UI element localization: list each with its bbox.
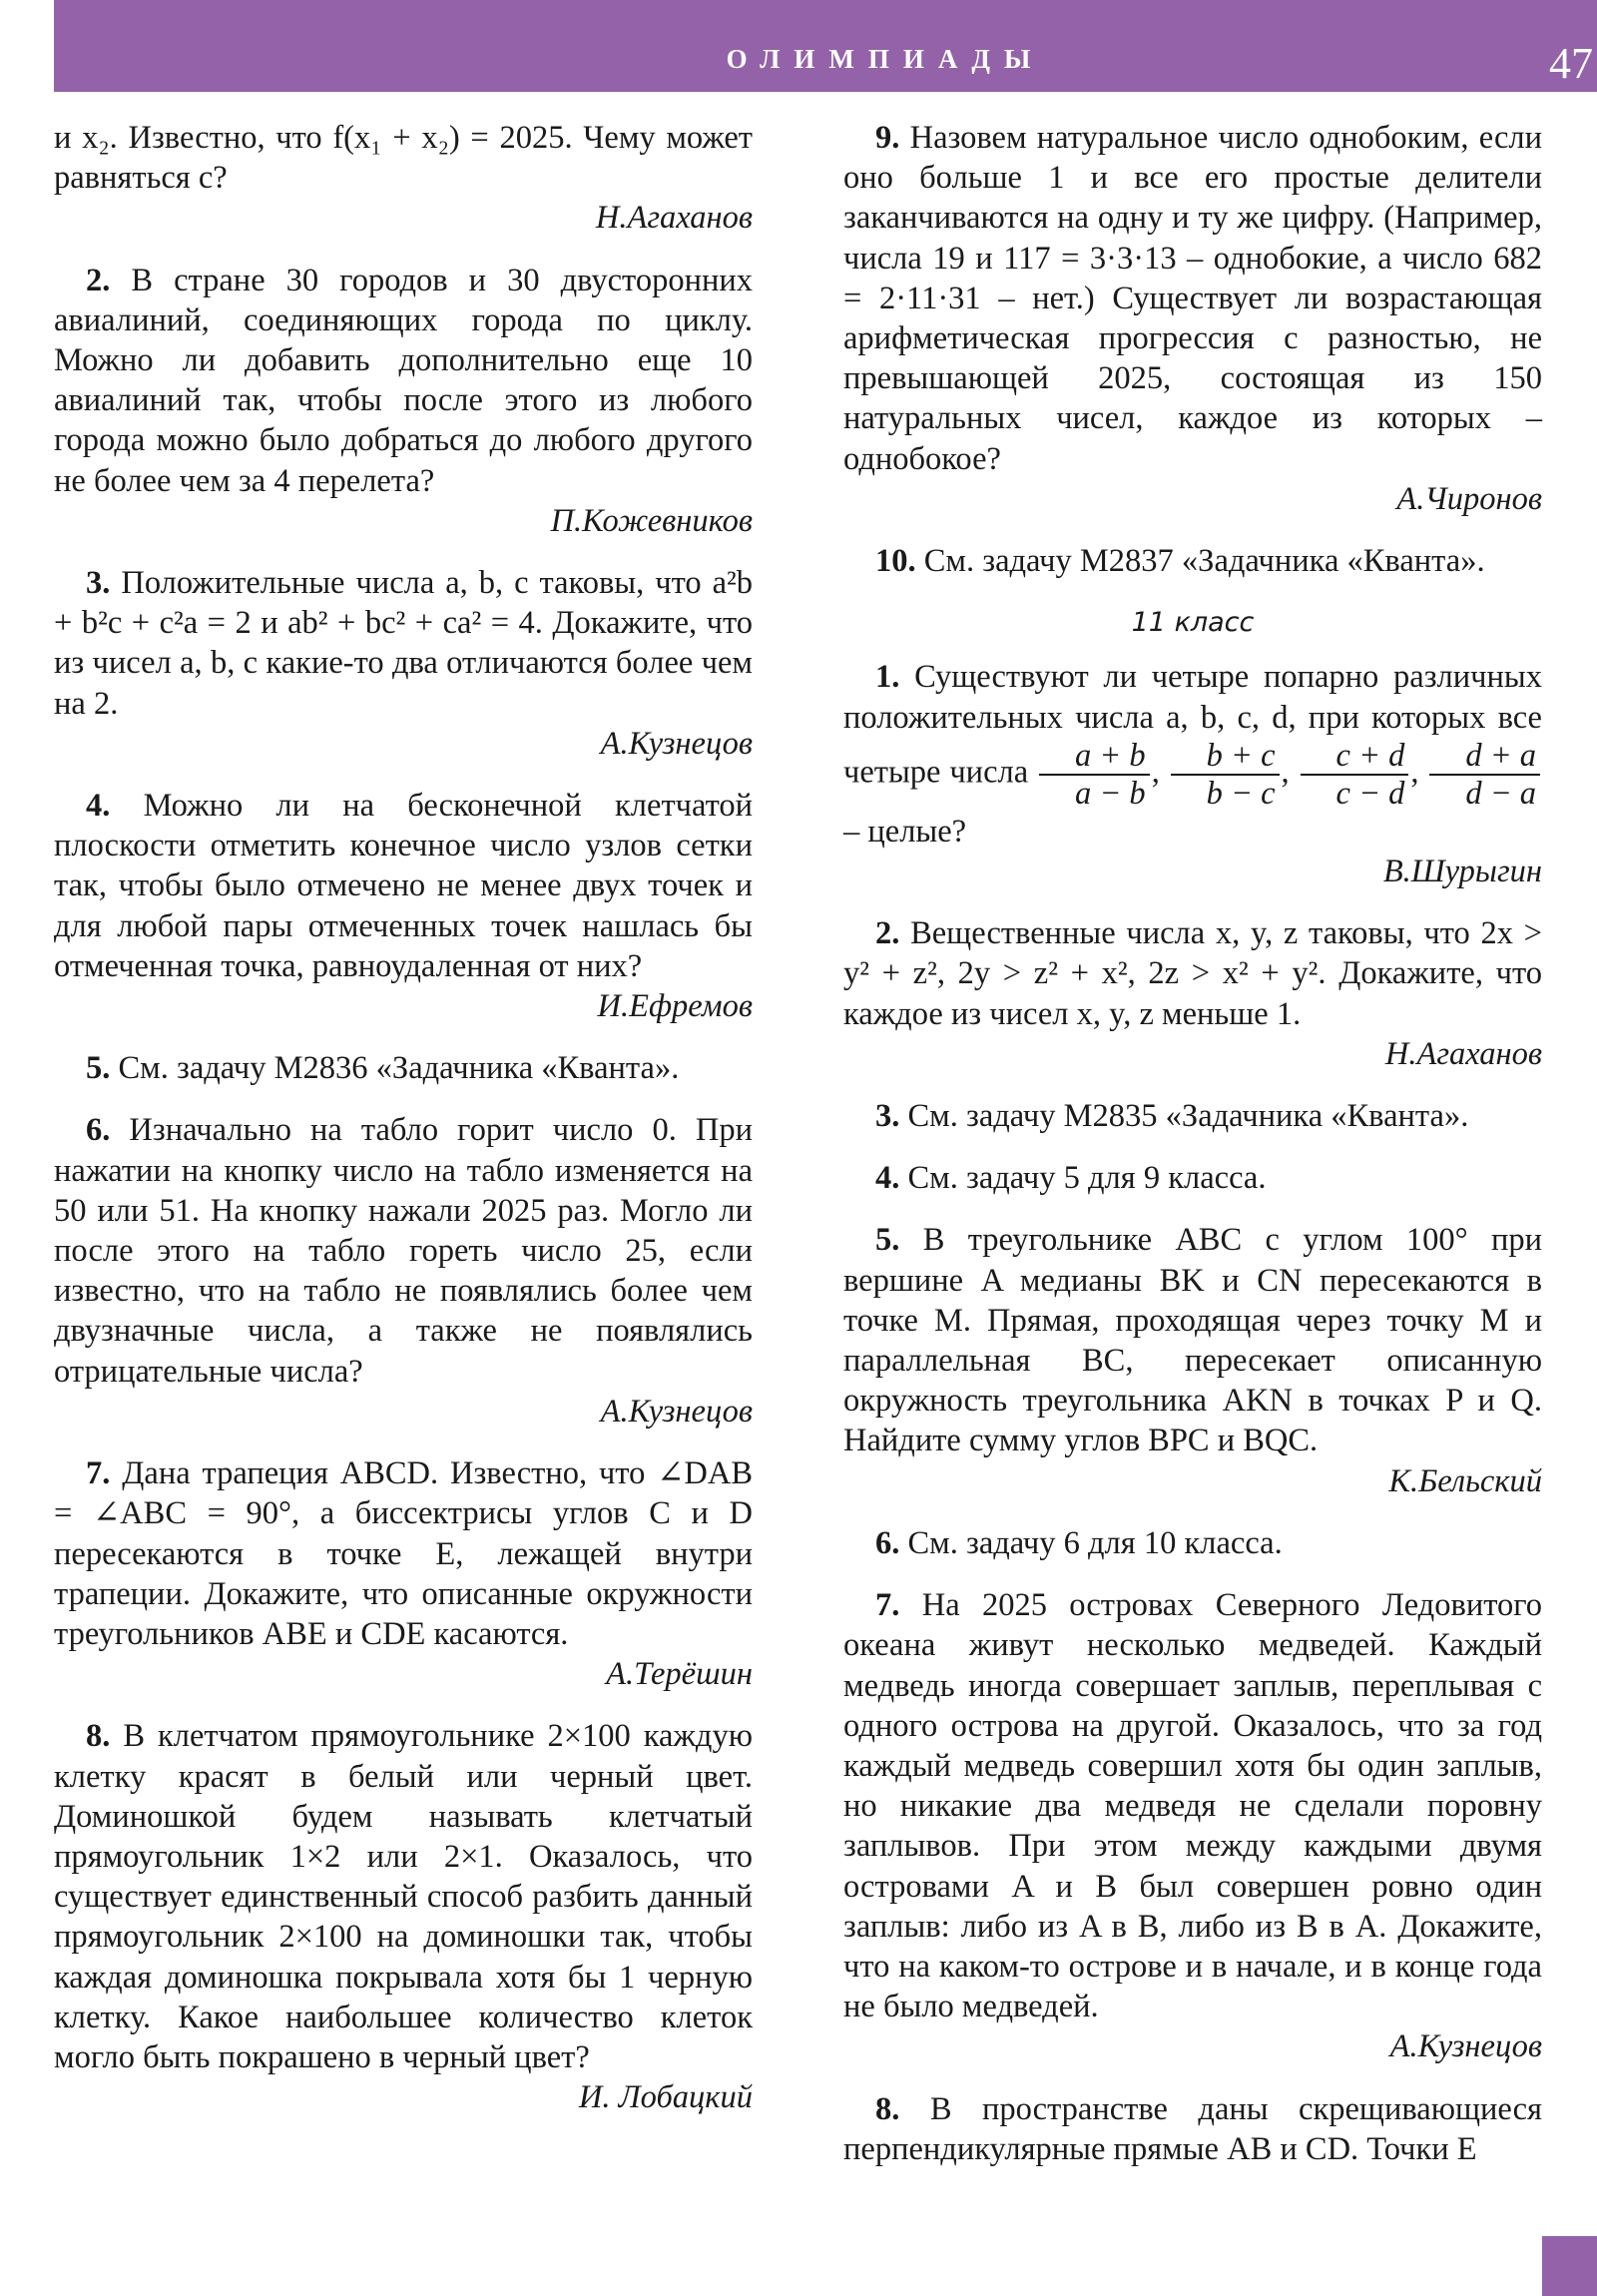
problem-number: 2.	[86, 262, 111, 298]
author: К.Бельский	[1388, 1462, 1542, 1499]
problem-10	[843, 541, 1542, 581]
problem-8	[54, 1716, 753, 2117]
problem-number: 4.	[875, 1160, 900, 1197]
problem-number: 6.	[875, 1524, 900, 1561]
problem-number: 5.	[875, 1222, 900, 1259]
problem-text: Вещественные числа x, y, z таковы, что 2x > y² + z², 2y > z² + x², 2z > x² + y². Докажите, что каждое из чисел x, y, z меньше 1.	[843, 915, 1543, 1032]
problem-number: 1.	[875, 659, 900, 696]
problem-text: В пространстве даны скрещивающиеся перпендикулярные прямые AB и CD. Точки E	[843, 2090, 1543, 2167]
problem-3	[54, 563, 753, 764]
author: В.Шурыгин	[1382, 854, 1542, 890]
fraction: $\frac{c + d}{c - d}$	[1301, 738, 1409, 812]
problem-text: См. задачу М2836 «Задачника «Кванта».	[118, 1050, 680, 1087]
author: А.Кузнецов	[600, 1393, 753, 1430]
author: Н.Агаханов	[1384, 1035, 1542, 1072]
author: А.Терёшин	[606, 1656, 753, 1693]
fraction: $\frac{b + c}{b - c}$	[1171, 738, 1280, 812]
author: Н.Агаханов	[595, 200, 753, 237]
problem-text: См. задачу М2837 «Задачника «Кванта».	[923, 543, 1485, 580]
problem-5	[54, 1048, 753, 1088]
problem-number: 3.	[86, 565, 111, 602]
corner-tab	[1542, 2236, 1597, 2296]
problem-text: На 2025 островах Северного Ледовитого океана живут несколько медведей. Каждый медведь иногда совершает заплыв, переплывая с одного острова на другой. Оказалось, что за год каждый медведь совершил хотя бы один заплыв, но никакие два медведя не сделали поровну заплывов. При этом между каждыми двумя островами A и B был совершен ровно один заплыв: либо из A в B, либо из B в A. Докажите, что на каком-то острове и в начале, и в конце года не было медведей.	[843, 1587, 1543, 2025]
problem-text: и x₂. Известно, что f(x₁ + x₂) = 2025. Чему может равняться c?	[54, 120, 753, 197]
problem-text: В клетчатом прямоугольнике 2×100 каждую клетку красят в белый или черный цвет. Доминошкой будем называть клетчатый прямоугольник 1×2 или 2×1. Оказалось, что существует единственный способ разбить данный прямоугольник 2×100 на доминошки так, чтобы каждая доминошка покрывала хотя бы 1 черную клетку. Какое наибольшее количество клеток могло быть покрашено в черный цвет?	[54, 1718, 753, 2075]
problem-9	[843, 118, 1542, 519]
section-title: ОЛИМПИАДЫ	[726, 44, 1045, 74]
problem-4	[54, 786, 753, 1026]
problem-number: 7.	[86, 1455, 111, 1492]
problem-6	[54, 1110, 753, 1432]
problem-text: – целые?	[843, 813, 967, 850]
grade-heading: 11 класс	[1131, 607, 1255, 639]
problem-text: См. задачу 5 для 9 класса.	[907, 1160, 1267, 1197]
grade11-problem-4	[843, 1158, 1542, 1198]
problem-number: 7.	[875, 1587, 900, 1624]
problem-text: В треугольнике ABC с углом 100° при вершине A медианы BK и CN пересекаются в точке M. Прямая, проходящая через точку M и параллельная BC, пересекает описанную окружность треугольника AKN в точках P и Q. Найдите сумму углов BPC и BQC.	[843, 1222, 1543, 1459]
problem-2	[54, 261, 753, 541]
problem-text: В стране 30 городов и 30 двусторонних авиалиний, соединяющих города по циклу. Можно ли добавить дополнительно еще 10 авиалиний так, чтобы после этого из любого города можно было добраться до любого другого не более чем за 4 перелета?	[54, 262, 754, 499]
problem-text: Изначально на табло горит число 0. При нажатии на кнопку число на табло изменяется на 50 или 51. На кнопку нажали 2025 раз. Могло ли после этого на табло гореть число 25, если известно, что на табло не появлялись более чем двузначные числа, а также не появлялись отрицательные числа?	[54, 1112, 753, 1390]
problem-text: Можно ли на бесконечной клетчатой плоскости отметить конечное число узлов сетки так, чтобы было отмечено не менее двух точек и для любой пары отмеченных точек нашлась бы отмеченная точка, равноудаленная от них?	[54, 788, 754, 984]
author: П.Кожевников	[550, 502, 753, 539]
author: А.Чиронов	[1396, 480, 1542, 517]
grade11-problem-2	[843, 913, 1542, 1074]
author: И. Лобацкий	[578, 2079, 753, 2116]
problem-1-continued	[54, 118, 753, 239]
problem-text: См. задачу 6 для 10 класса.	[907, 1524, 1283, 1561]
problem-number: 6.	[86, 1112, 111, 1149]
problem-text: Назовем натуральное число однобоким, если оно больше 1 и все его простые делители заканчиваются на одну и ту же цифру. (Например, числа 19 и 117 = 3·3·13 – однобокие, а число 682 = 2·11·31 – нет.) Существует ли возрастающая арифметическая прогрессия с разностью, не превышающей 2025, состоящая из 150 натуральных чисел, каждое из которых – однобокое?	[843, 120, 1542, 477]
problem-number: 8.	[875, 2090, 900, 2127]
grade11-problem-3	[843, 1096, 1542, 1136]
problem-text: Существуют ли четыре попарно различных положительных числа a, b, c, d, при которых все четыре числа	[843, 659, 1542, 791]
grade11-problem-8	[843, 2089, 1542, 2169]
problem-text: См. задачу М2835 «Задачника «Кванта».	[907, 1098, 1469, 1135]
problem-number: 10.	[875, 543, 916, 580]
grade11-problem-6	[843, 1523, 1542, 1563]
author: И.Ефремов	[597, 988, 753, 1025]
page-header	[54, 0, 1597, 92]
author: А.Кузнецов	[600, 725, 753, 762]
problem-7	[54, 1453, 753, 1694]
left-column	[54, 118, 753, 2139]
problem-text: Дана трапеция ABCD. Известно, что ∠DAB = ∠ABC = 90°, а биссектрисы углов C и D пересекаются в точке E, лежащей внутри трапеции. Докажите, что описанные окружности треугольников ABE и CDE касаются.	[54, 1455, 754, 1652]
problem-number: 3.	[875, 1098, 900, 1135]
right-column	[843, 118, 1542, 2191]
fraction: $\frac{d + a}{d - a}$	[1429, 738, 1540, 812]
fraction: $\frac{a + b}{a - b}$	[1039, 738, 1150, 812]
grade11-problem-1: 1. Существуют ли четыре попарно различных положительных числа a, b, c, d, при которых все четыре числа $\frac{a + b}{a - b}$ , $\frac{b + c}{b - c}$ , $\frac{c + d}{c - d}$ , $\frac{d + a}{d - a}$ – целые? В.Шурыгин	[843, 657, 1542, 891]
page-number: 47	[1549, 39, 1593, 88]
problem-number: 8.	[86, 1718, 111, 1755]
problem-number: 4.	[86, 788, 111, 825]
problem-number: 9.	[875, 120, 900, 156]
problem-number: 2.	[875, 915, 900, 952]
problem-text: Положительные числа a, b, c таковы, что a²b + b²c + c²a = 2 и ab² + bc² + ca² = 4. Докажите, что из чисел a, b, c какие-то два отличаются более чем на 2.	[54, 565, 753, 722]
author: А.Кузнецов	[1389, 2028, 1542, 2065]
grade11-problem-7	[843, 1585, 1542, 2066]
grade11-problem-5	[843, 1220, 1542, 1500]
problem-number: 5.	[86, 1050, 111, 1087]
